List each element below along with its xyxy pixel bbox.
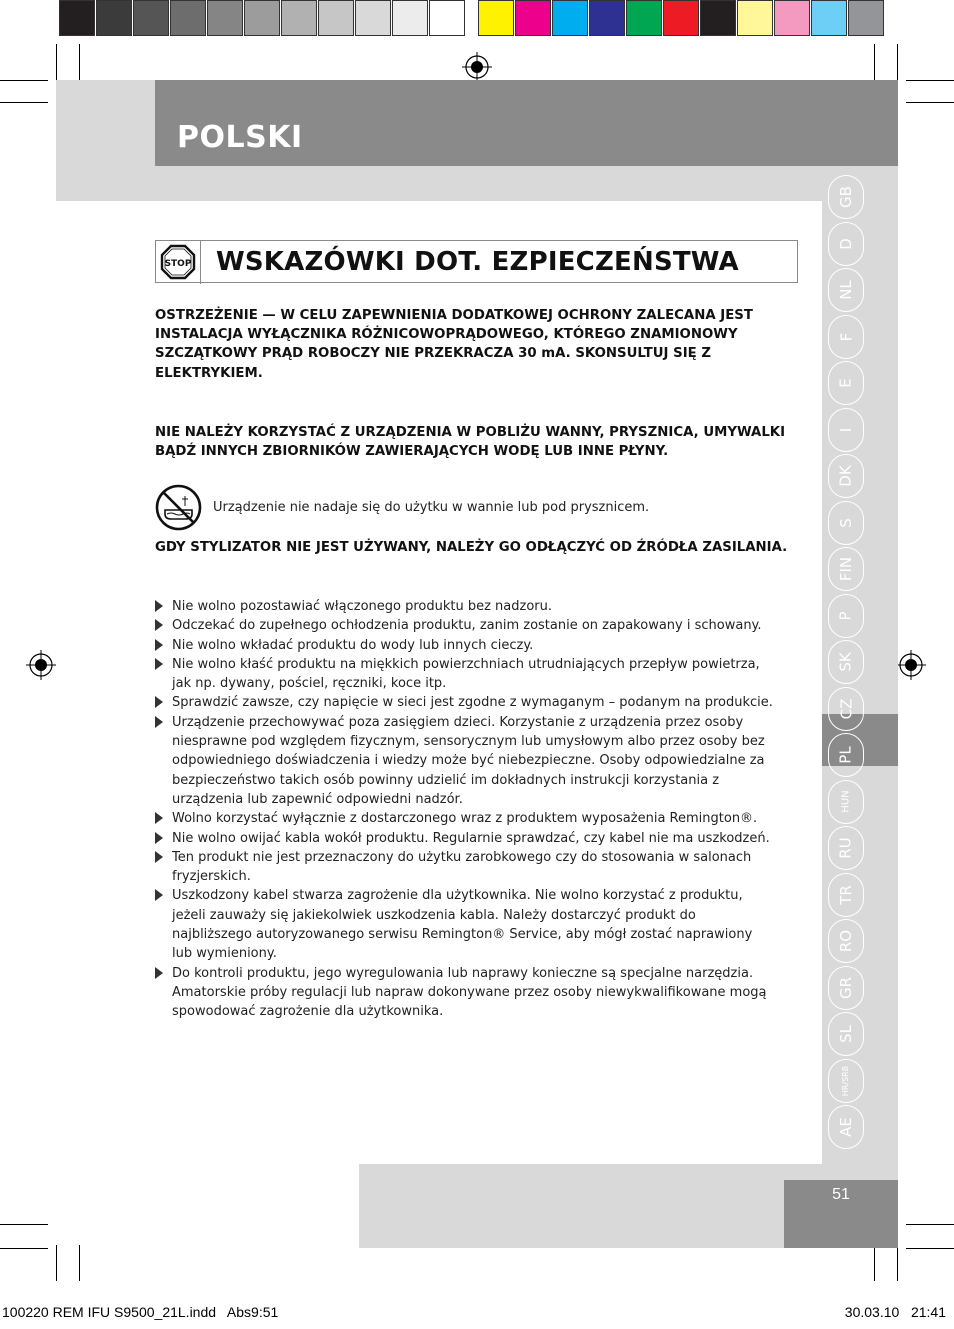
color-swatch [515,0,551,36]
color-swatch [281,0,317,36]
language-tab-label: PL [837,746,855,764]
gray-swatches [59,0,466,38]
list-item-text: Urządzenie przechowywać poza zasięgiem dzieci. Korzystanie z urządzenia przez osoby niesprawne pod względem fizycznym, sensorycznym lub umysłowym albo przez osoby bez odpowiedniego doświadczenia i wiedzy może być niebezpieczne. Osoby odpowiedzialne za bezpieczeństwo takich osób powinny udzielić im dokładnych instrukcji korzystania z urządzenia lub zapewnić odpowiedni nadzór. [172,714,765,807]
language-tab-label: GR [836,976,855,999]
list-item-text: Sprawdzić zawsze, czy napięcie w sieci jest zgodne z wymaganym – podanym na produkcie. [172,695,773,711]
language-tab-label: GB [836,186,855,208]
color-swatch [392,0,428,36]
list-item [155,964,775,1022]
registration-mark-icon [462,52,492,82]
color-swatch [478,0,514,36]
list-item-text: Nie wolno wkładać produktu do wody lub innych cieczy. [172,637,534,653]
language-tab-label: S [837,517,855,528]
bullet-triangle-icon [155,967,163,979]
language-tab-label: HR/SRB [841,1065,850,1096]
color-swatch [848,0,884,36]
list-item-text: Nie wolno owijać kabla wokół produktu. Regularnie sprawdzać, czy kabel nie ma uszkodzeń. [172,830,770,846]
page-title: POLSKI [177,120,303,155]
language-tab-label: P [836,610,855,621]
color-swatch [700,0,736,36]
page-number-box [784,1180,898,1248]
language-tab-d[interactable] [828,222,864,266]
color-swatch [244,0,280,36]
color-swatch [663,0,699,36]
stop-sign-icon [156,241,201,284]
language-tab-e[interactable] [828,361,864,405]
language-tab-dk[interactable] [828,454,864,498]
language-tab-label: HUN [840,790,852,813]
language-tab-label: SK [836,652,855,672]
language-tab-hun[interactable] [828,780,864,824]
language-tab-pl[interactable] [828,733,864,777]
language-tab-label: E [836,378,855,388]
color-swatch [133,0,169,36]
unplug-warning: GDY STYLIZATOR NIE JEST UŻYWANY, NALEŻY GO ODŁĄCZYĆ OD ŹRÓDŁA ZASILANIA. [155,540,788,555]
list-item-text: Nie wolno kłaść produktu na miękkich powierzchniach utrudniających przepływ powietrza, jak np. dywany, pościel, ręczniki, koce itp. [172,656,760,692]
language-tab-ae[interactable] [828,1105,864,1149]
registration-mark-icon [896,650,926,680]
language-tab-label: CZ [837,698,855,719]
language-tab-label: I [837,427,855,432]
list-item [155,809,775,828]
language-tab-label: RU [837,837,855,859]
bullet-triangle-icon [155,639,163,651]
color-swatch [59,0,95,36]
bullet-triangle-icon [155,600,163,612]
list-item [155,829,775,848]
language-tab-label: F [836,332,855,341]
language-tab-s[interactable] [828,501,864,545]
section-header [155,240,798,283]
list-item [155,655,775,694]
color-swatch [552,0,588,36]
page-number: 51 [832,1186,850,1203]
color-swatches [478,0,885,38]
language-tab-ro[interactable] [828,919,864,963]
registration-mark-icon [26,650,56,680]
rcd-warning: OSTRZEŻENIE — W CELU ZAPEWNIENIA DODATKOWEJ OCHRONY ZALECANA JEST INSTALACJA WYŁĄCZNIKA RÓŻNICOWOPRĄDOWEGO, KTÓREGO ZNAMIONOWY SZCZĄTKOWY PRĄD ROBOCZY NIE PRZEKRACZA 30 mA. SKONSULTUJ SIĘ Z ELEKTRYKIEM. [155,308,753,381]
bullet-triangle-icon [155,619,163,631]
color-swatch [318,0,354,36]
list-item-text: Uszkodzony kabel stwarza zagrożenie dla użytkownika. Nie wolno korzystać z produktu, jeżeli zauważy się jakiekolwiek uszkodzenia kabla. Należy dostarczyć produkt do najbliższego autoryzowanego serwisu Remington® Service, aby mógł zostać naprawiony lub wymieniony. [172,888,753,962]
section-title: WSKAZÓWKI DOT. EZPIECZEŃSTWA [216,247,739,277]
bath-notice-text: Urządzenie nie nadaje się do użytku w wannie lub pod prysznicem. [213,500,650,515]
language-tab-ru[interactable] [828,826,864,870]
no-bath-icon [155,484,202,531]
list-item [155,597,775,616]
language-tab-p[interactable] [828,594,864,638]
list-item-text: Odczekać do zupełnego ochłodzenia produktu, zanim zostanie on zapakowany i schowany. [172,618,762,634]
language-tab-label: DK [836,465,855,487]
bullet-triangle-icon [155,889,163,901]
color-swatch [96,0,132,36]
language-tab-f[interactable] [828,315,864,359]
language-tab-tr[interactable] [828,873,864,917]
language-tab-label: AE [837,1117,855,1137]
timestamp-slug: 30.03.10 21:41 [844,1304,946,1320]
language-tab-cz[interactable] [828,687,864,731]
color-swatch [170,0,206,36]
color-swatch [626,0,662,36]
color-swatch [207,0,243,36]
color-swatch-bar [59,0,885,38]
header-bar [155,80,898,166]
color-swatch [774,0,810,36]
language-tab-label: NL [836,280,855,300]
language-tab-sl[interactable] [828,1012,864,1056]
list-item-text: Do kontroli produktu, jego wyregulowania lub naprawy konieczne są specjalne narzędzia. Amatorskie próby regulacji lub napraw dokonywane przez osoby niewykwalifikowane mogą spowodować zagrożenie dla użytkownika. [172,965,767,1020]
list-item [155,693,775,712]
bullet-triangle-icon [155,658,163,670]
color-swatch [811,0,847,36]
language-tab-hr-srb[interactable] [828,1059,864,1103]
language-tab-label: RO [836,929,855,953]
list-item [155,713,775,809]
language-tab-sk[interactable] [828,640,864,684]
list-item [155,886,775,963]
language-tab-gb[interactable] [828,175,864,219]
language-tab-label: FIN [837,556,855,582]
bullet-triangle-icon [155,812,163,824]
list-item [155,848,775,887]
language-tab-label: TR [837,884,855,905]
bullet-triangle-icon [155,851,163,863]
bullet-triangle-icon [155,696,163,708]
language-tab-label: D [837,237,855,250]
svg-text:STOP: STOP [164,259,192,269]
color-swatch [589,0,625,36]
list-item-text: Nie wolno pozostawiać włączonego produktu bez nadzoru. [172,599,553,614]
water-warning: NIE NALEŻY KORZYSTAĆ Z URZĄDZENIA W POBLIŻU WANNY, PRYSZNICA, UMYWALKI BĄDŹ INNYCH ZBIORNIKÓW ZAWIERAJĄCYCH WODĘ LUB INNE PŁYNY. [155,425,786,460]
language-tab-label: SL [836,1025,855,1043]
list-item [155,616,775,635]
language-tab-fin[interactable] [828,547,864,591]
list-item [155,636,775,655]
safety-bullet-list [155,597,775,1022]
color-swatch [737,0,773,36]
color-swatch [355,0,391,36]
language-tab-gr[interactable] [828,966,864,1010]
file-slug: 100220 REM IFU S9500_21L.indd Abs9:51 [2,1304,279,1320]
bullet-triangle-icon [155,716,163,728]
list-item-text: Ten produkt nie jest przeznaczony do użytku zarobkowego czy do stosowania w salonach fryzjerskich. [172,849,752,885]
list-item-text: Wolno korzystać wyłącznie z dostarczonego wraz z produktem wyposażenia Remington®. [172,811,758,827]
color-swatch [429,0,465,36]
language-tab-i[interactable] [828,408,864,452]
bullet-triangle-icon [155,832,163,844]
language-tab-nl[interactable] [828,268,864,312]
